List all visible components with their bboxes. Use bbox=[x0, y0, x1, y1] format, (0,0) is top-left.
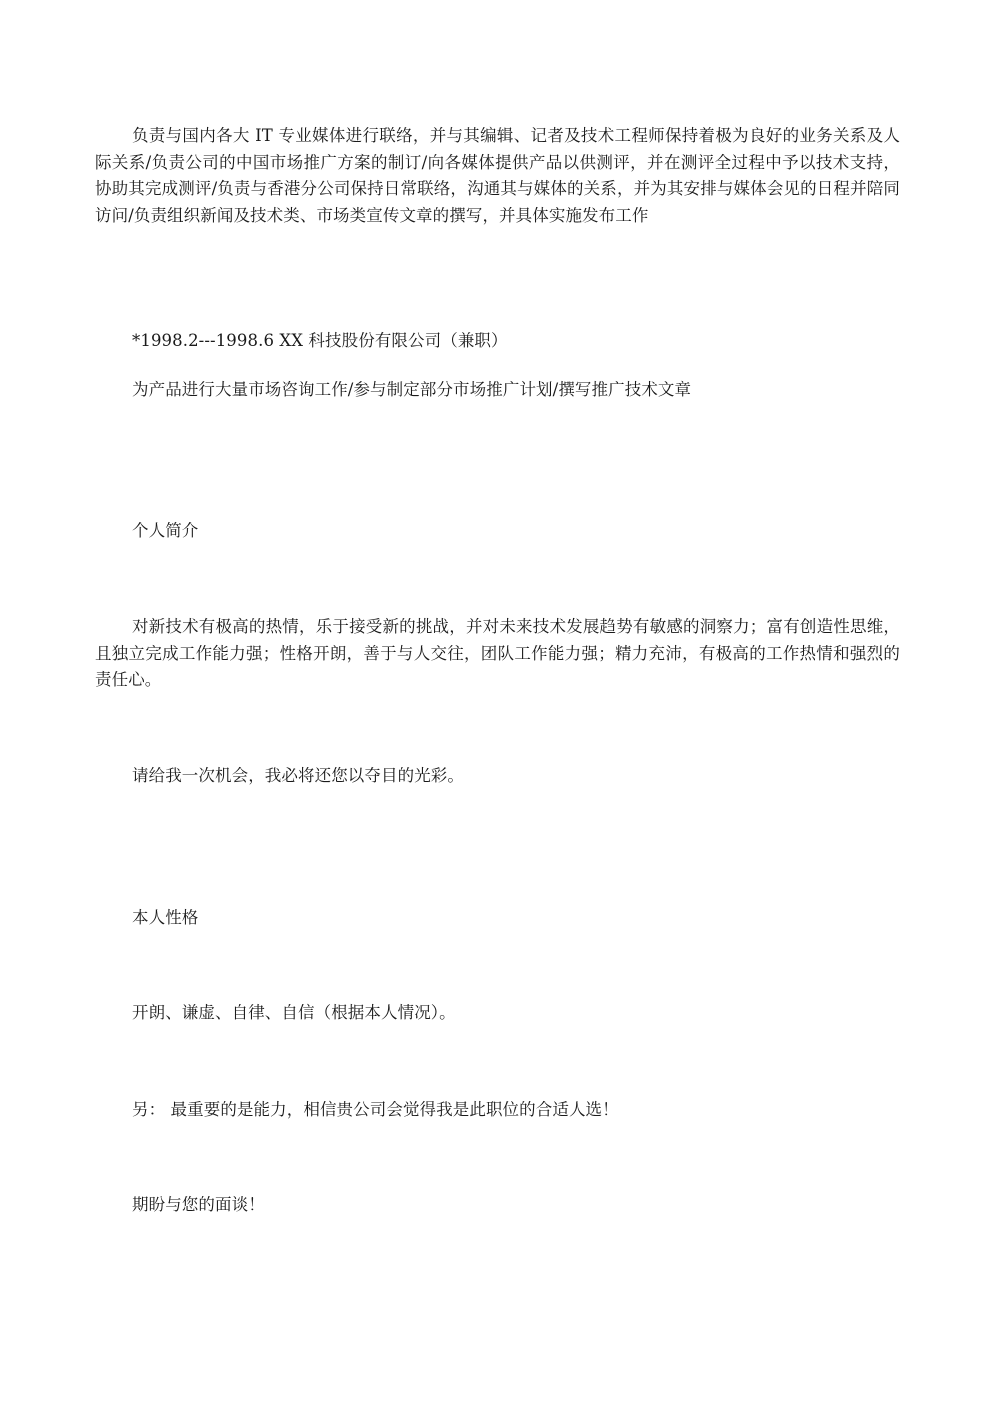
closing-line: 期盼与您的面谈！ bbox=[132, 1195, 265, 1214]
personality-line: 开朗、谦虚、自律、自信（根据本人情况）。 bbox=[132, 1003, 456, 1022]
request-line: 请给我一次机会，我必将还您以夺目的光彩。 bbox=[132, 766, 464, 785]
media-duties-paragraph: 负责与国内各大 IT 专业媒体进行联络，并与其编辑、记者及技术工程师保持着极为良好的业务关系及人际关系/负责公司的中国市场推广方案的制订/向各媒体提供产品以供测评，并在测评全过程中予以技术支持，协助其完成测评/负责与香港分公司保持日常联络，沟通其与媒体的关系，并为其安排与媒体会见的日程并陪同访问/负责组织新闻及技术类、市场类宣传文章的撰写，并具体实施发布工作 bbox=[95, 126, 900, 225]
profile-paragraph: 对新技术有极高的热情，乐于接受新的挑战，并对未来技术发展趋势有敏感的洞察力；富有创造性思维，且独立完成工作能力强；性格开朗，善于与人交往，团队工作能力强；精力充沛，有极高的工作热情和强烈的责任心。 bbox=[95, 617, 900, 689]
personality-heading: 本人性格 bbox=[132, 908, 199, 927]
addendum-line: 另： 最重要的是能力，相信贵公司会觉得我是此职位的合适人选！ bbox=[132, 1100, 619, 1119]
profile-heading: 个人简介 bbox=[132, 521, 199, 540]
job-duties-line: 为产品进行大量市场咨询工作/参与制定部分市场推广计划/撰写推广技术文章 bbox=[132, 380, 692, 399]
job-period-line: *1998.2---1998.6 XX 科技股份有限公司（兼职） bbox=[132, 331, 508, 350]
